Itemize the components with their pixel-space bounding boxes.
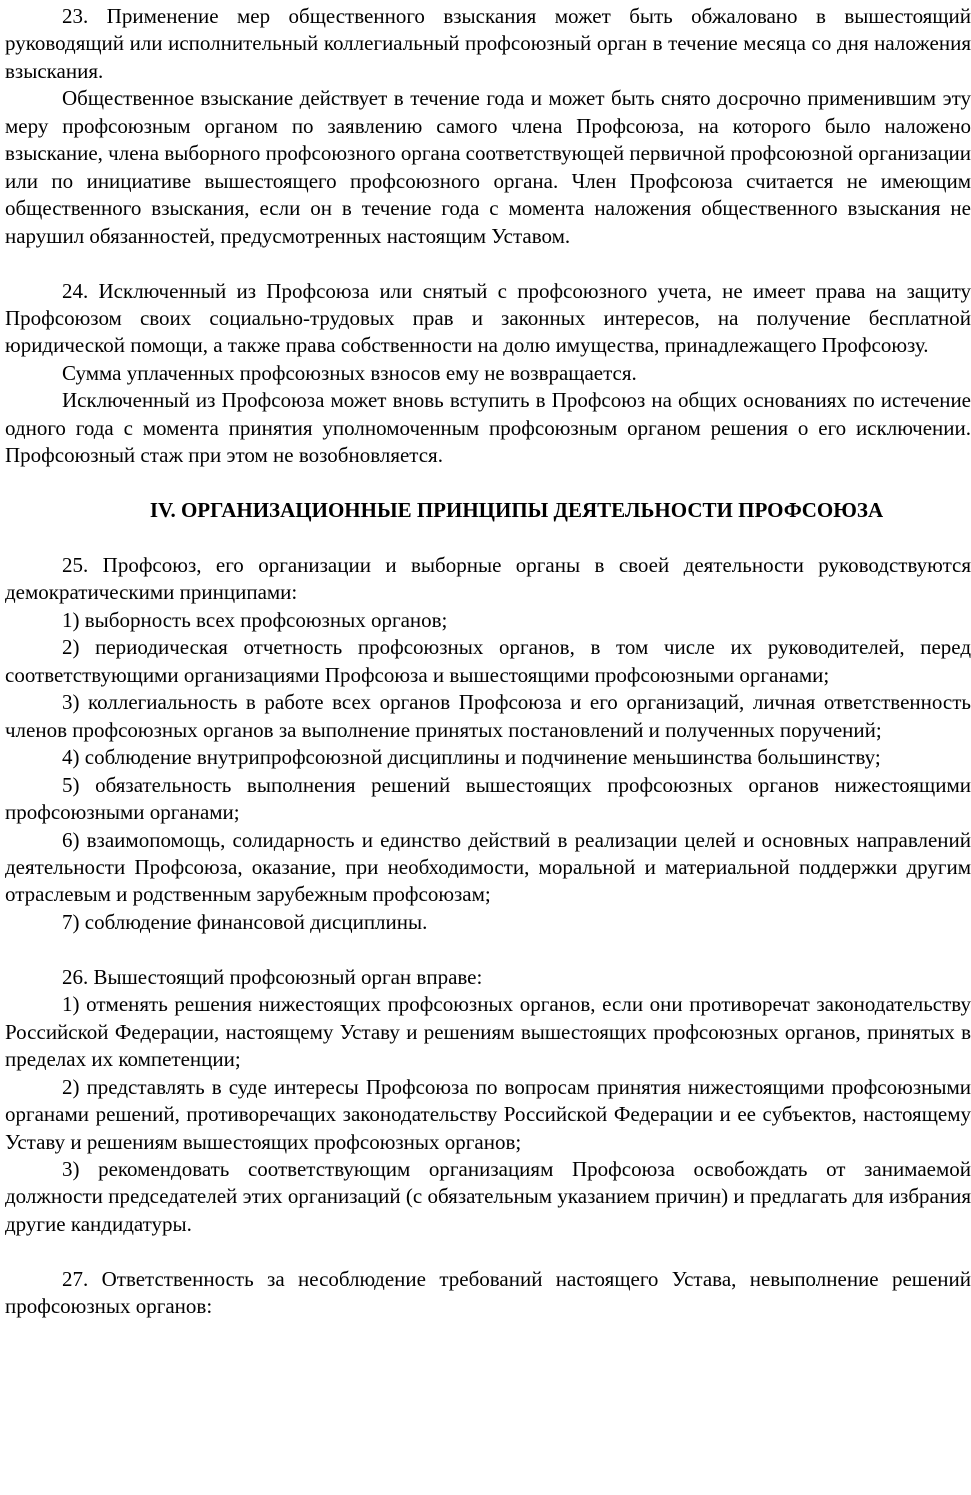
list-item: 2) периодическая отчетность профсоюзных органов, в том числе их руководителей, перед соответствующими организациями Профсоюза и вышестоящими профсоюзными органами;	[5, 635, 971, 687]
paragraph-27: 27. Ответственность за несоблюдение требований настоящего Устава, невыполнение решений профсоюзных органов:	[5, 1266, 971, 1319]
list-item: 6) взаимопомощь, солидарность и единство действий в реализации целей и основных направлений деятельности Профсоюза, оказание, при необходимости, моральной и материальной поддержки другим отраслевым и родственным зарубежным профсоюзам;	[5, 827, 971, 907]
list-item: 3) коллегиальность в работе всех органов Профсоюза и его организаций, личная ответственность членов профсоюзных органов за выполнение принятых постановлений и полученных поручений;	[5, 690, 971, 742]
paragraph-24-rejoin: Исключенный из Профсоюза может вновь вступить в Профсоюз на общих основаниях по истечение одного года с момента принятия уполномоченным профсоюзным органом решения о его исключении. Профсоюзный стаж при этом не возобновляется.	[5, 388, 971, 468]
paragraph-24-dues: Сумма уплаченных профсоюзных взносов ему не возвращается.	[62, 360, 637, 385]
spacer	[5, 525, 971, 552]
list-item: 7) соблюдение финансовой дисциплины.	[62, 909, 428, 934]
paragraph-25: 25. Профсоюз, его организации и выборные органы в своей деятельности руководствуются демократическими принципами:	[5, 553, 971, 605]
spacer	[5, 936, 971, 963]
list-item: 3) рекомендовать соответствующим организациям Профсоюза освобождать от занимаемой должности председателей этих организаций (с обязательным указанием причин) и предлагать для избрания другие кандидатуры.	[5, 1156, 971, 1236]
spacer	[5, 1238, 971, 1265]
spacer	[5, 250, 971, 277]
paragraph-23: 23. Применение мер общественного взыскания может быть обжаловано в вышестоящий руководящий или исполнительный коллегиальный профсоюзный орган в течение месяца со дня наложения взыскания.	[5, 4, 971, 83]
section-heading: IV. ОРГАНИЗАЦИОННЫЕ ПРИНЦИПЫ ДЕЯТЕЛЬНОСТИ ПРОФСОЮЗА	[149, 498, 884, 523]
list-item: 4) соблюдение внутрипрофсоюзной дисциплины и подчинение меньшинства большинству;	[62, 745, 881, 770]
document-page	[5, 3, 971, 1321]
paragraph-24: 24. Исключенный из Профсоюза или снятый с профсоюзного учета, не имеет права на защиту Профсоюзом своих социально-трудовых прав и законных интересов, на получение бесплатной юридической помощи, а также права собственности на долю имущества, принадлежащего Профсоюзу.	[5, 278, 971, 358]
list-item: 2) представлять в суде интересы Профсоюза по вопросам принятия нижестоящими профсоюзными органами решений, противоречащих законодательству Российской Федерации и ее субъектов, настоящему Уставу и решениям вышестоящих профсоюзных органов;	[5, 1074, 971, 1154]
spacer	[5, 470, 971, 497]
paragraph-23-penalty-term: Общественное взыскание действует в течение года и может быть снято досрочно применившим эту меру профсоюзным органом по заявлению самого члена Профсоюза, на которого было наложено взыскание, члена выборного профсоюзного органа соответствующей первичной профсоюзной организации или по инициативе вышестоящего профсоюзного органа. Член Профсоюза считается не имеющим общественного взыскания, если он в течение года с момента наложения общественного взыскания не нарушил обязанностей, предусмотренных настоящим Уставом.	[5, 86, 971, 248]
paragraph-26: 26. Вышестоящий профсоюзный орган вправе:	[62, 964, 483, 989]
list-item: 5) обязательность выполнения решений вышестоящих профсоюзных органов нижестоящими профсоюзными органами;	[5, 772, 971, 825]
list-item: 1) отменять решения нижестоящих профсоюзных органов, если они противоречат законодательству Российской Федерации, настоящему Уставу и решениям вышестоящих профсоюзных органов, принятых в пределах их компетенции;	[5, 992, 971, 1072]
list-item: 1) выборность всех профсоюзных органов;	[62, 607, 448, 632]
